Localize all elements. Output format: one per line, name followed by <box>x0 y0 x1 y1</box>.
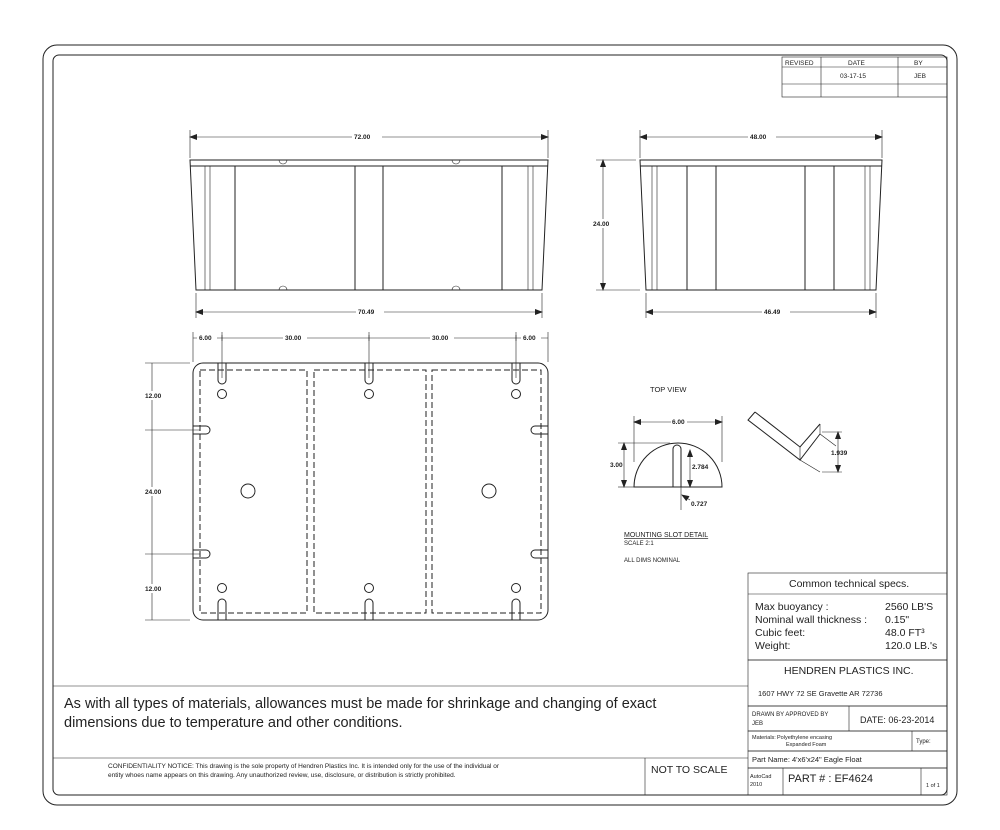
plan-span-1-dim: 30.00 <box>285 335 302 342</box>
company-address: 1607 HWY 72 SE Gravette AR 72736 <box>758 689 883 698</box>
specs-title: Common technical specs. <box>789 578 910 590</box>
drawn-by-label: DRAWN BY APPROVED BY <box>752 712 829 718</box>
materials-line-1: Polyethylene encasing <box>777 735 833 741</box>
height-dim: 24.00 <box>593 221 610 228</box>
end-bottom-dim: 46.49 <box>764 309 781 316</box>
part-name: Part Name: 4'x6'x24" Eagle Float <box>752 755 862 764</box>
mounting-slot-detail <box>610 412 848 510</box>
spec-value-cubic: 48.0 FT³ <box>885 627 925 639</box>
spec-value-buoyancy: 2560 LB'S <box>885 601 934 613</box>
top-view-label: TOP VIEW <box>650 385 687 394</box>
slot-depth-dim: 2.784 <box>692 464 709 471</box>
materials-label: Materials: <box>752 735 776 741</box>
notes-block <box>53 686 748 795</box>
plan-side-mid-dim: 24.00 <box>145 489 162 496</box>
revised-header: REVISED <box>785 60 814 67</box>
confidentiality-line-1: CONFIDENTIALITY NOTICE: This drawing is the sole property of Hendren Plastics Inc. It is intended only for the use of the individual or <box>108 763 500 770</box>
shrinkage-note-line-2: dimensions due to temperature and other conditions. <box>64 715 403 731</box>
plan-view <box>144 332 548 620</box>
end-view <box>592 130 882 318</box>
slot-detail-scale: SCALE 2:1 <box>624 541 654 547</box>
autocad-year: 2010 <box>750 782 763 788</box>
plan-span-2-dim: 30.00 <box>432 335 449 342</box>
spec-value-weight: 120.0 LB.'s <box>885 640 938 652</box>
spec-value-wall: 0.15" <box>885 614 910 626</box>
revision-date: 03-17-15 <box>840 73 867 80</box>
plan-left-edge-dim: 6.00 <box>199 335 212 342</box>
shrinkage-note-line-1: As with all types of materials, allowances must be made for shrinkage and changing of exact <box>64 696 657 712</box>
company-name: HENDREN PLASTICS INC. <box>784 665 914 677</box>
spec-label-cubic: Cubic feet: <box>755 627 806 639</box>
materials-line-2: Expanded Foam <box>786 742 827 748</box>
confidentiality-line-2: entity whoes name appears on this drawing. Any unauthorized review, use, disclosure, or distribution is strictly prohibited. <box>108 772 456 779</box>
specs-table <box>748 573 947 660</box>
revision-table <box>782 57 947 97</box>
date-field: DATE: 06-23-2014 <box>860 715 935 725</box>
slot-height-dim: 3.00 <box>610 462 623 469</box>
revision-by: JEB <box>914 73 926 80</box>
by-header: BY <box>914 60 923 67</box>
slot-width-dim: 6.00 <box>672 419 685 426</box>
all-dims-nominal: ALL DIMS NOMINAL <box>624 558 681 564</box>
company-block <box>748 660 947 706</box>
sheet-number: 1 of 1 <box>926 783 940 789</box>
end-top-dim: 48.00 <box>750 134 767 141</box>
spec-label-wall: Nominal wall thickness : <box>755 614 868 626</box>
plan-side-top-dim: 12.00 <box>145 393 162 400</box>
date-header: DATE <box>848 60 865 67</box>
drawn-by-value: JEB <box>752 721 764 727</box>
slot-detail-title: MOUNTING SLOT DETAIL <box>624 532 709 539</box>
slot-width-small-dim: 0.727 <box>691 501 708 508</box>
title-block <box>748 706 947 795</box>
plan-side-bottom-dim: 12.00 <box>145 586 162 593</box>
part-number: PART # : EF4624 <box>788 773 873 785</box>
side-view <box>190 130 548 318</box>
spec-label-buoyancy: Max buoyancy : <box>755 601 829 613</box>
autocad-label: AutoCad <box>750 774 772 780</box>
bracket-dim: 1.939 <box>831 450 848 457</box>
type-label: Type: <box>916 739 931 745</box>
not-to-scale: NOT TO SCALE <box>651 764 728 776</box>
side-top-dim: 72.00 <box>354 134 371 141</box>
side-bottom-dim: 70.49 <box>358 309 375 316</box>
plan-right-edge-dim: 6.00 <box>523 335 536 342</box>
spec-label-weight: Weight: <box>755 640 791 652</box>
